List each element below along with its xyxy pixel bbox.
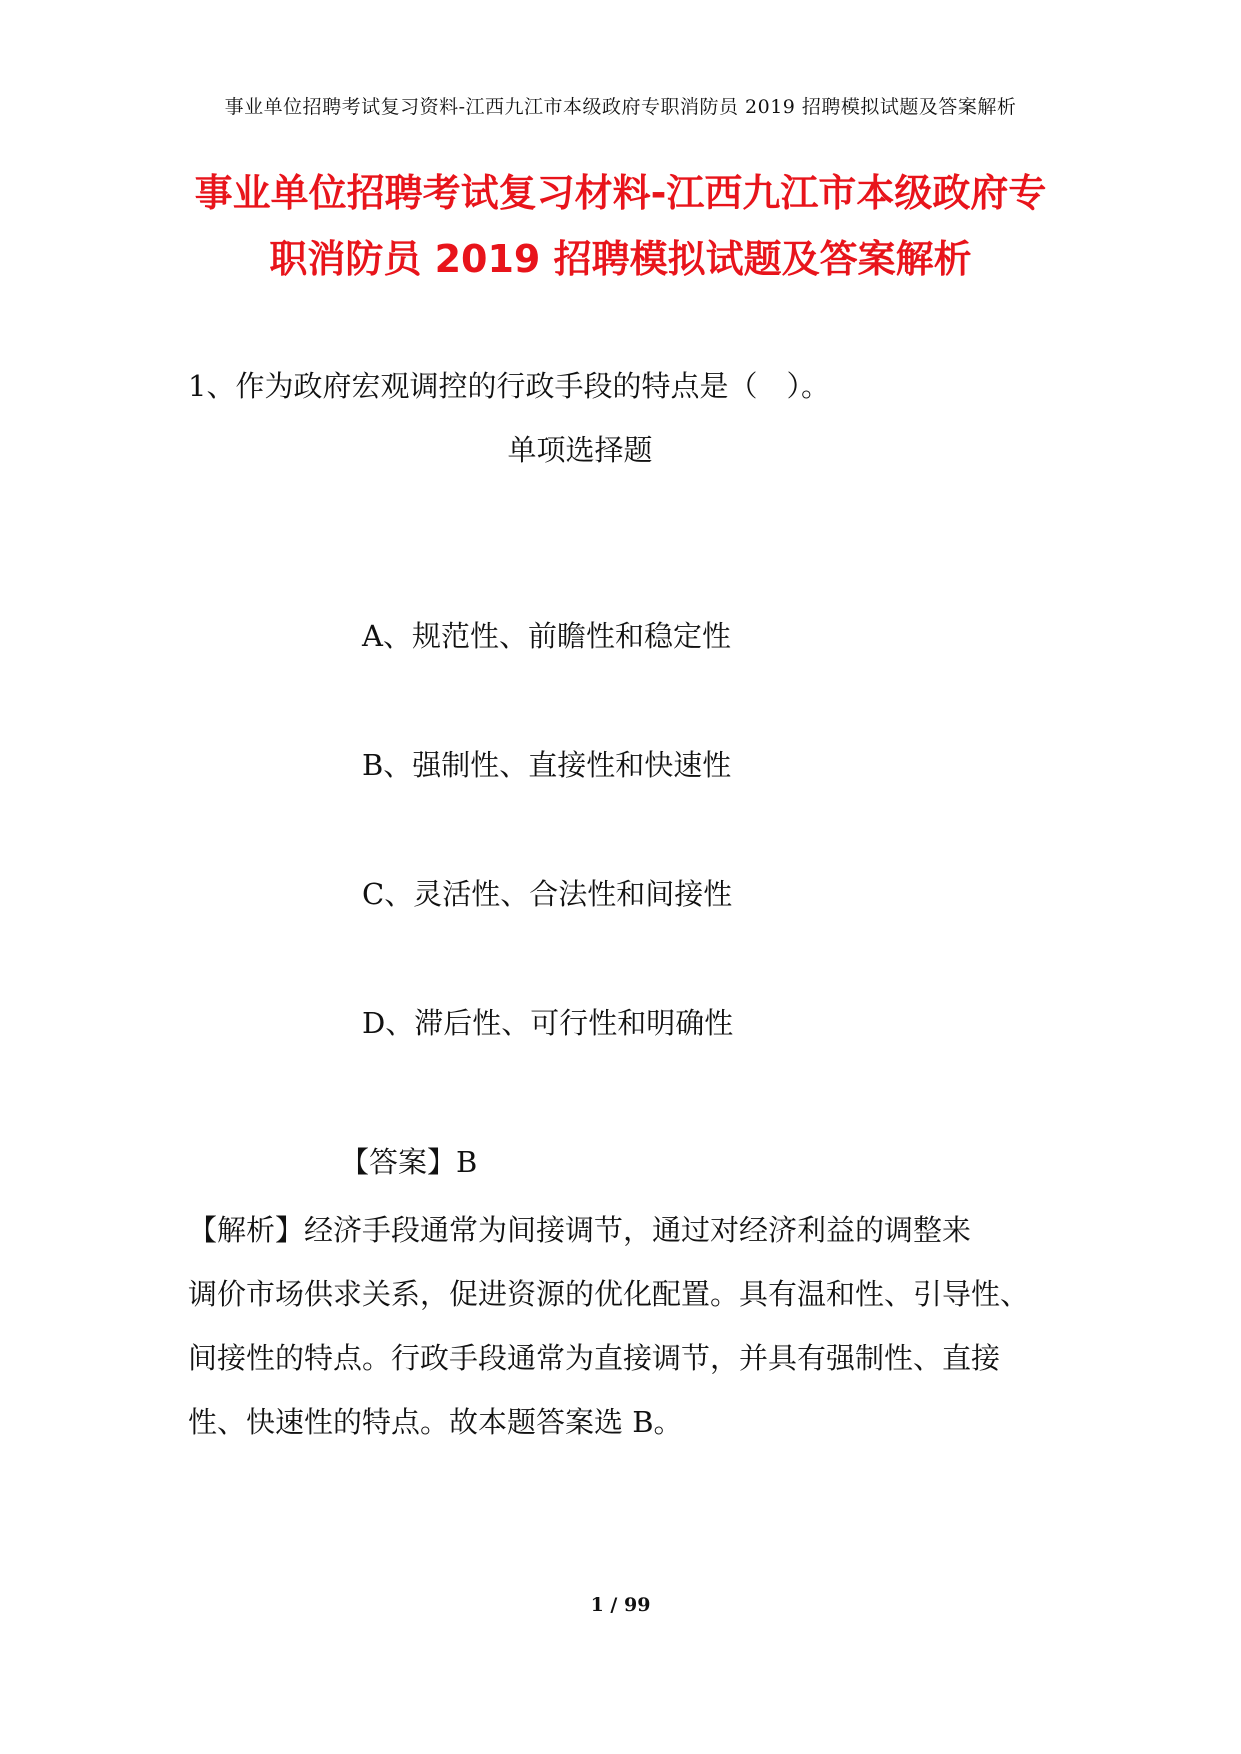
page-number: 1 / 99 <box>590 1594 651 1616</box>
answer-options <box>362 616 733 1132</box>
analysis-line: 性、快速性的特点。故本题答案选 B。 <box>188 1405 683 1439</box>
answer-label: 【答案】B <box>340 1145 478 1179</box>
option-b[interactable]: B、强制性、直接性和快速性 <box>362 748 732 782</box>
option-c[interactable]: C、灵活性、合法性和间接性 <box>362 877 733 911</box>
analysis-paragraph <box>188 1198 1056 1454</box>
question-text: 1、作为政府宏观调控的行政手段的特点是（ ）。 <box>188 369 830 403</box>
analysis-line: 调价市场供求关系，促进资源的优化配置。具有温和性、引导性、 <box>188 1277 1030 1311</box>
option-d[interactable]: D、滞后性、可行性和明确性 <box>362 1006 734 1040</box>
document-title-line-1: 事业单位招聘考试复习材料-江西九江市本级政府专 <box>194 171 1047 215</box>
question-type-label: 单项选择题 <box>507 433 653 467</box>
analysis-line: 间接性的特点。行政手段通常为直接调节，并具有强制性、直接 <box>188 1341 1001 1375</box>
document-title-line-2: 职消防员 2019 招聘模拟试题及答案解析 <box>269 237 972 281</box>
document-title <box>150 160 1091 292</box>
running-header: 事业单位招聘考试复习资料-江西九江市本级政府专职消防员 2019 招聘模拟试题及答案解析 <box>224 96 1017 118</box>
option-a[interactable]: A、规范性、前瞻性和稳定性 <box>362 619 731 653</box>
analysis-line: 【解析】经济手段通常为间接调节，通过对经济利益的调整来 <box>188 1213 972 1247</box>
